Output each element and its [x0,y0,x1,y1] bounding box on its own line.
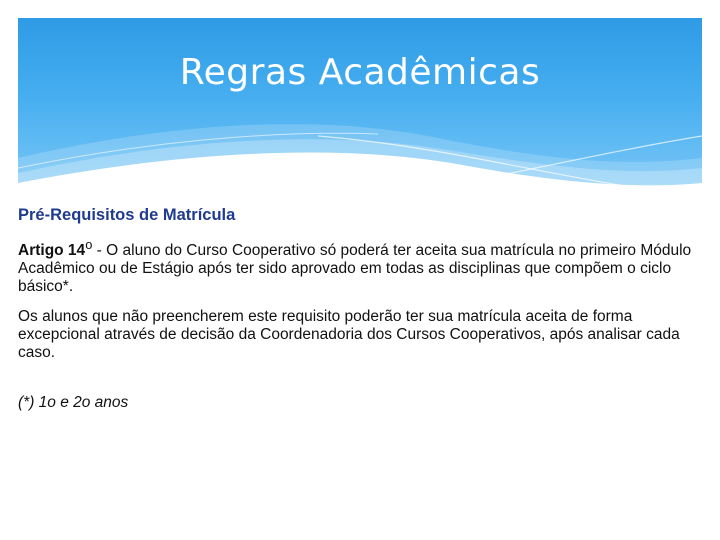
article-label: Artigo 14 [18,242,86,260]
section-heading: Pré-Requisitos de Matrícula [18,206,236,224]
slide-title: Regras Acadêmicas [179,52,541,93]
footnote: (*) 1o e 2o anos [18,394,129,412]
exception-paragraph: Os alunos que não preencherem este requisito poderão ter sua matrícula aceita de forma excepcional através de decisão da Coordenadoria dos Cursos Cooperativos, após analisar cada caso. [18,308,680,362]
title-banner [18,18,702,193]
wave-decoration [18,18,702,193]
article-paragraph [18,236,714,296]
article-text: - O aluno do Curso Cooperativo só poderá ter aceita sua matrícula no primeiro Módulo Acadêmico ou de Estágio após ter sido aprovado em todas as disciplinas que compõem o ciclo básico*. [18,242,692,296]
article-superscript: o [85,237,93,252]
document-body [18,206,714,424]
